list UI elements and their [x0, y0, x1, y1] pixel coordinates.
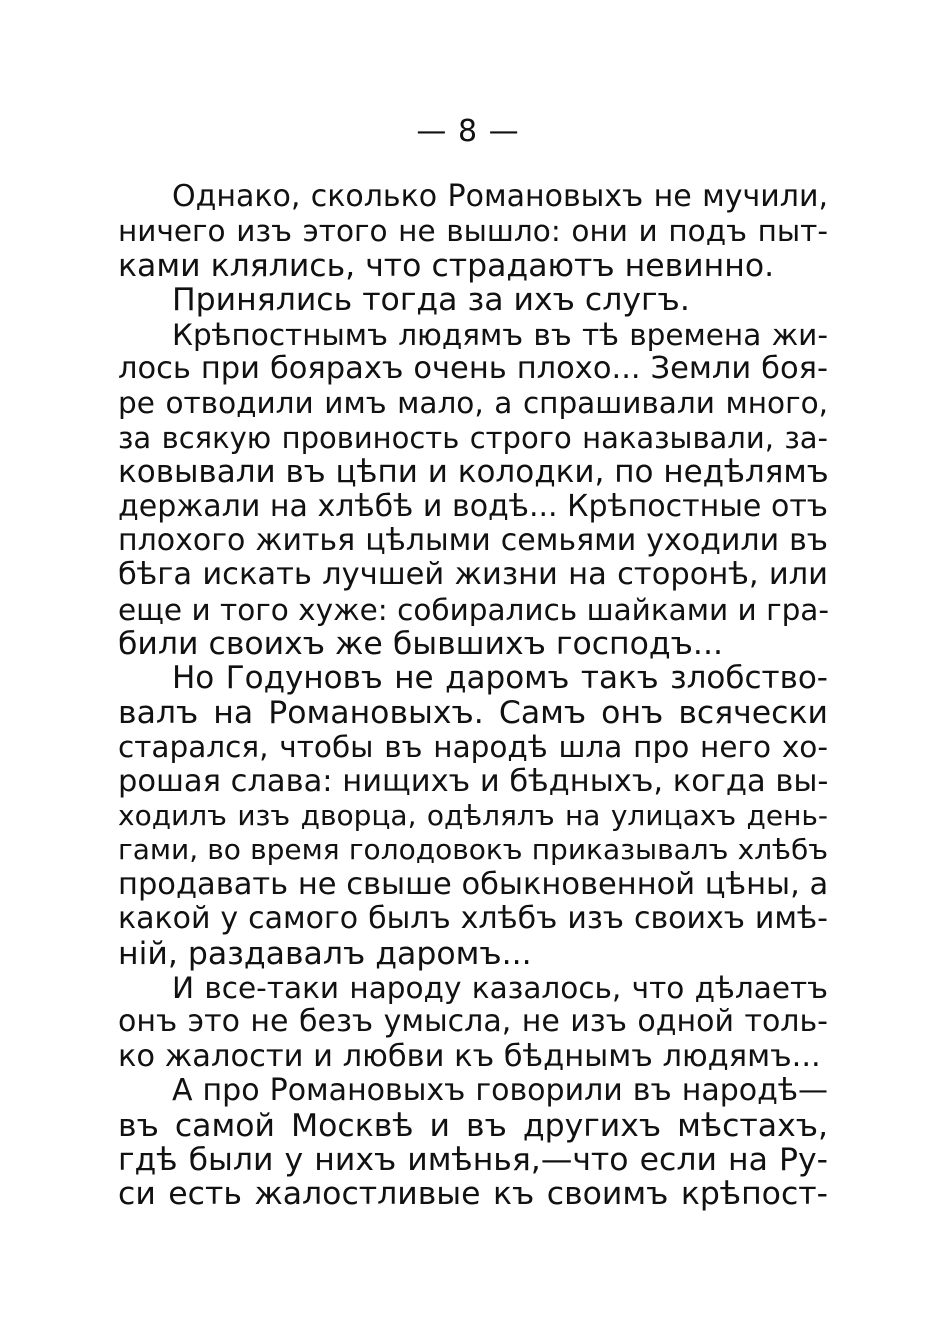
text-line: продавать не свыше обыкновенной цѣны, а — [118, 866, 829, 902]
text-line: ковывали въ цѣпи и колодки, по недѣлямъ — [118, 454, 829, 491]
text-line: Однако, сколько Романовыхъ не мучили, — [172, 179, 828, 214]
body-text — [118, 180, 828, 1212]
text-line: ками клялись, что страдаютъ невинно. — [118, 247, 775, 284]
text-line: еще и того хуже: собирались шайками и гра- — [118, 592, 830, 627]
text-line: рошая слава: нищихъ и бѣдныхъ, когда вы- — [118, 763, 829, 799]
text-line: держали на хлѣбѣ и водѣ... Крѣпостные отъ — [118, 488, 828, 524]
text-line: ко жалости и любви къ бѣднымъ людямъ... — [118, 1038, 821, 1074]
text-line: бѣга искать лучшей жизни на сторонѣ, или — [118, 557, 828, 593]
text-line: били своихъ же бывшихъ господъ... — [118, 626, 723, 663]
text-line: Но Годуновъ не даромъ такъ злобство- — [172, 660, 828, 697]
text-line: какой у самого былъ хлѣбъ изъ своихъ имѣ- — [118, 901, 828, 937]
text-line: гдѣ были у нихъ имѣнья,—что если на Ру- — [118, 1141, 828, 1178]
text-line: онъ это не безъ умысла, не изъ одной толь- — [118, 1004, 828, 1040]
text-line: гами, во время голодовокъ приказывалъ хлѣбъ — [118, 833, 828, 867]
text-line: ходилъ изъ дворца, одѣлялъ на улицахъ день- — [118, 799, 828, 833]
text-line: въ самой Москвѣ и въ другихъ мѣстахъ, — [118, 1107, 828, 1144]
text-line: си есть жалостливые къ своимъ крѣпост- — [118, 1176, 828, 1213]
text-line: валъ на Романовыхъ. Самъ онъ всячески — [118, 694, 828, 731]
text-line: плохого житья цѣлыми семьями уходили въ — [118, 522, 828, 558]
text-line: Крѣпостнымъ людямъ въ тѣ времена жи- — [172, 317, 828, 352]
page-number: — 8 — — [416, 114, 520, 149]
text-line: старался, чтобы въ народѣ шла про него хо- — [118, 730, 828, 765]
text-line: лось при боярахъ очень плохо... Земли боя- — [118, 350, 828, 386]
text-line: ничего изъ этого не вышло: они и подъ пыт- — [118, 214, 828, 249]
text-line: А про Романовыхъ говорили въ народѣ— — [172, 1073, 828, 1109]
text-line: ре отводили имъ мало, а спрашивали много, — [118, 386, 828, 421]
text-line: нiй, раздавалъ даромъ... — [118, 935, 532, 972]
text-line: Принялись тогда за ихъ слугъ. — [172, 282, 690, 319]
text-line: за всякую провиность строго наказывали, за- — [118, 420, 828, 455]
text-line: И все-таки народу казалось, что дѣлаетъ — [172, 970, 828, 1005]
